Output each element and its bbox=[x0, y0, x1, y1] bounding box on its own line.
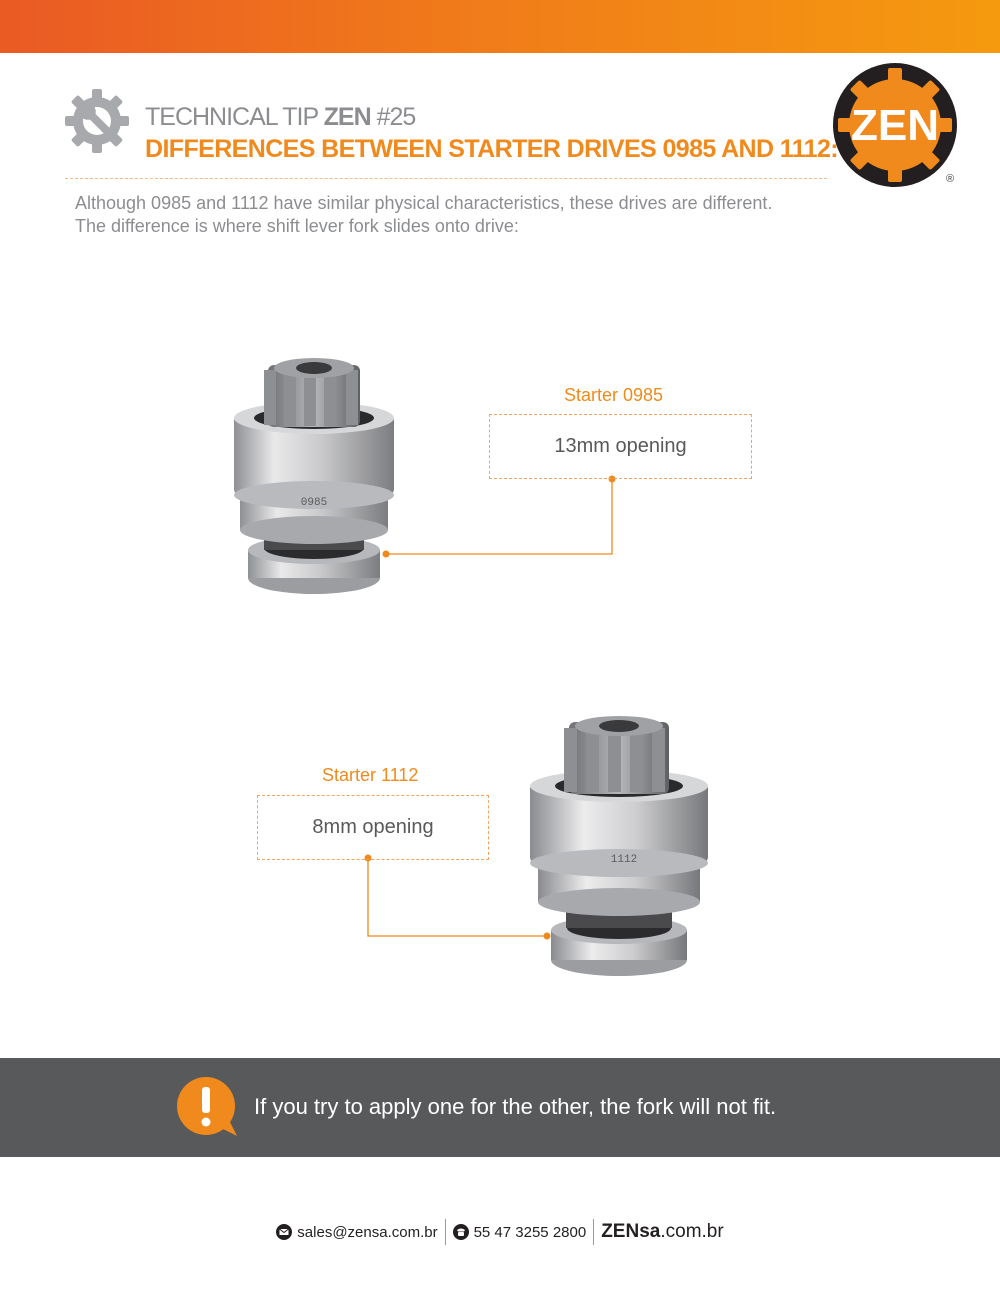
phone-text[interactable]: 55 47 3255 2800 bbox=[473, 1223, 587, 1241]
top-gradient-bar bbox=[0, 0, 1000, 53]
footer-website[interactable] bbox=[601, 1221, 724, 1243]
intro-line-2: The difference is where shift lever fork slides onto drive: bbox=[75, 216, 519, 236]
intro-line-1: Although 0985 and 1112 have similar physical characteristics, these drives are different. bbox=[75, 193, 773, 213]
tip-number: #25 bbox=[370, 103, 416, 131]
logo-text: ZEN bbox=[851, 101, 939, 150]
warning-text: If you try to apply one for the other, the fork will not fit. bbox=[254, 1094, 777, 1119]
connector-1112 bbox=[368, 858, 547, 936]
starter-drive-0985-image bbox=[228, 350, 400, 600]
connector-0985 bbox=[386, 479, 612, 554]
site-domain[interactable]: .com.br bbox=[660, 1221, 724, 1242]
drive-stamp-0985: 0985 bbox=[300, 497, 328, 509]
tip-prefix: TECHNICAL TIP bbox=[145, 103, 324, 131]
site-brand[interactable]: ZENsa bbox=[601, 1221, 661, 1242]
footer-separator bbox=[445, 1219, 446, 1245]
footer-contact bbox=[0, 1218, 1000, 1246]
footer-separator bbox=[593, 1219, 594, 1245]
callout-text-0985: 13mm opening bbox=[554, 435, 687, 457]
drive-stamp-1112: 1112 bbox=[610, 854, 638, 866]
email-text[interactable]: sales@zensa.com.br bbox=[297, 1223, 438, 1241]
callout-text-1112: 8mm opening bbox=[312, 816, 434, 838]
footer-phone[interactable] bbox=[453, 1224, 587, 1241]
phone-icon bbox=[453, 1224, 469, 1240]
tip-brand: ZEN bbox=[323, 103, 371, 131]
gear-wrench-icon bbox=[62, 86, 132, 156]
tip-heading bbox=[145, 103, 415, 132]
page-title: DIFFERENCES BETWEEN STARTER DRIVES 0985 AND 1112: bbox=[145, 135, 838, 163]
callout-title-1112: Starter 1112 bbox=[322, 765, 419, 785]
callout-title-0985: Starter 0985 bbox=[564, 385, 664, 405]
footer-email[interactable] bbox=[276, 1224, 437, 1241]
header-divider bbox=[65, 178, 827, 179]
starter-drive-1112-image bbox=[524, 708, 714, 980]
callout-box-1112 bbox=[257, 795, 489, 860]
callout-box-0985 bbox=[489, 414, 752, 479]
registered-mark: ® bbox=[946, 173, 955, 185]
zen-logo bbox=[832, 62, 958, 188]
exclamation-icon bbox=[175, 1076, 239, 1138]
intro-text bbox=[75, 192, 835, 238]
email-icon bbox=[276, 1224, 292, 1240]
